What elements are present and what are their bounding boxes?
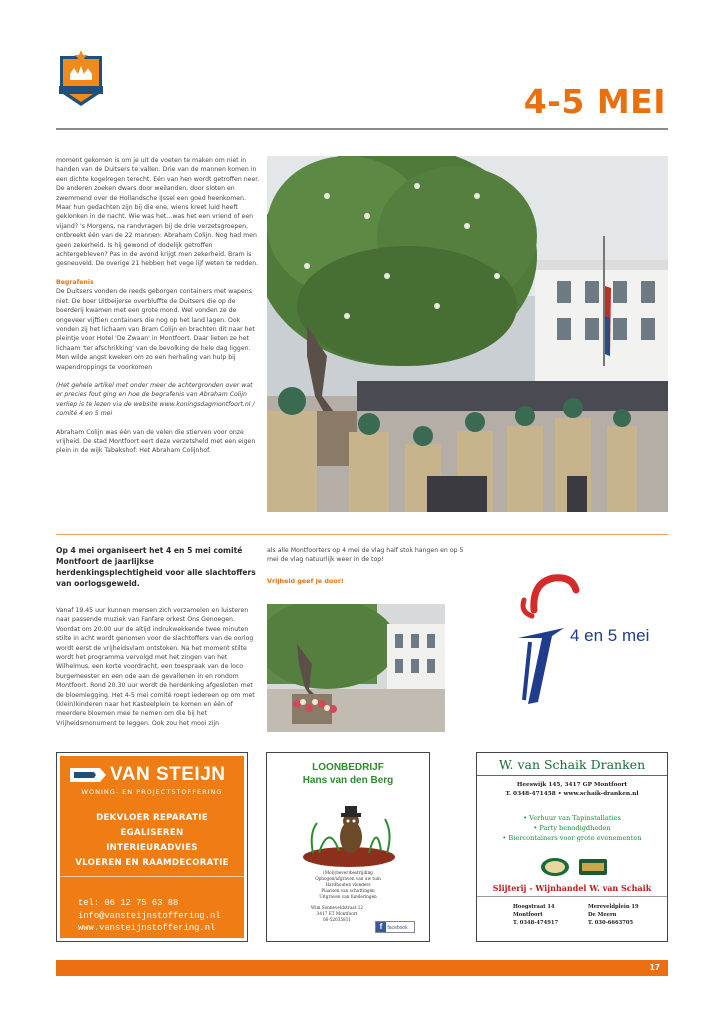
article-paragraph: De Duitsers vonden de reeds geborgen containers met wapens niet. De boer Uitbeijerse overbluffte de Duitsers die op de boerderij kwamen met een grote mond. Wel vonden ze de ongeveer vijftien containers die nog op het land lagen. Ook vonden zij het lichaam van Bram Colijn en brachten dit naar het pleintje voor Hotel 'De Zwaan' in Montfoort. Daar lieten ze het lichaam 'ter afschrikking' van de bevolking de hele dag liggen. Men wilde angst kweken om zo een herhaling van hulp bij wapendroppings te voorkomen bbox=[56, 288, 255, 371]
loonbedrijf-services bbox=[271, 870, 425, 900]
freedom-subheading: Vrijheid geef je door! bbox=[267, 576, 344, 585]
van-schaik-shop: Slijterij - Wijnhandel W. van Schaik bbox=[492, 883, 652, 893]
van-schaik-ad[interactable] bbox=[476, 752, 668, 942]
section-body: Vanaf 19.45 uur kunnen mensen zich verzamelen en luisteren naar passende muziek van Fanfare orkest Ons Genoegen. Voordat om 20.00 uur de altijd indrukwekkende twee minuten stilte in acht wordt genomen voor de slachtoffers van de oorlog wordt eerst de vrijheidsvlam ontstoken. Na het moment stilte wordt het programma vervolgd met het zingen van het Wilhelmus, een korte voordracht, een toespraak van de loco burgemeester en een ode aan de gevallenen in en rondom Montfoort. Rond 20.30 uur wordt de herdenking afgesloten met de bloemlegging. Het 4-5 mei comité roept iedereen op om met (klein)kinderen naar het Kasteelplein te komen en één of meerdere bloemen mee te nemen om die bij het Vrijheidsmonument te leggen. Ook zou het mooi zijn bbox=[56, 607, 255, 727]
loonbedrijf-name: LOONBEDRIJF bbox=[312, 762, 384, 773]
flag-paragraph: als alle Montfoorters op 4 mei de vlag half stok hangen en op 5 mei de vlag natuurlijk weer in de top! bbox=[267, 547, 464, 564]
service-item: EGALISEREN bbox=[120, 828, 184, 838]
email-link[interactable]: info@vansteijnstoffering.nl bbox=[78, 910, 221, 921]
service-item: Plaatsen van schuttingen bbox=[321, 888, 375, 893]
address-line: 3417 ET Montfoort bbox=[316, 911, 358, 916]
article-subheading: Begrafenis bbox=[56, 278, 94, 286]
divider bbox=[477, 896, 667, 897]
van-schaik-address bbox=[477, 781, 667, 798]
service-item: INTERIEURADVIES bbox=[106, 843, 198, 853]
footer-bar bbox=[56, 960, 668, 976]
article-paragraph: Abraham Colijn was één van de velen die stierven voor onze vrijheid. De stad Montfoort eert deze verzetsheld met een eigen plein in de wijk Tabakshof: Het Abraham Colijnhof. bbox=[56, 428, 256, 455]
beer-brand-logos-icon bbox=[539, 857, 609, 877]
service-item: Ophogen/afgraven van uw tuin bbox=[315, 876, 381, 881]
address-line: Heeswijk 145, 3417 GP Montfoort bbox=[516, 782, 628, 788]
divider bbox=[477, 775, 667, 776]
loonbedrijf-owner: Hans van den Berg bbox=[302, 775, 394, 786]
facebook-icon: f bbox=[376, 922, 386, 932]
header-rule bbox=[56, 128, 668, 130]
van-steijn-name: VAN STEIJN bbox=[110, 764, 226, 785]
van-steijn-contact bbox=[78, 897, 238, 935]
service-item: • Party benodigdheden bbox=[533, 824, 611, 832]
website-link[interactable]: www.vansteijnstoffering.nl bbox=[78, 923, 216, 933]
koningsdag-montfoort-logo bbox=[56, 48, 106, 110]
address-line: T. 0348-471458 • www.schaik-dranken.nl bbox=[505, 790, 639, 797]
event-logo-text: 4 en 5 mei bbox=[570, 626, 650, 645]
address-line: Montfoort bbox=[513, 912, 543, 919]
page-headline: 4-5 MEI bbox=[523, 82, 666, 121]
address-line: Hoogstraat 14 bbox=[513, 904, 555, 910]
service-item: Hardhouten vlonders bbox=[325, 882, 371, 887]
van-schaik-title: W. van Schaik Dranken bbox=[498, 757, 646, 772]
divider bbox=[60, 876, 244, 877]
address-line: Wim Sonneveldstraat 12 bbox=[310, 905, 364, 910]
section-intro: Op 4 mei organiseert het 4 en 5 mei comité Montfoort de jaarlijkse herdenkingsplechtigheid voor alle slachtoffers van oorlogsgeweld. bbox=[56, 546, 256, 588]
address-line: De Meern bbox=[588, 912, 617, 919]
service-item: VLOEREN EN RAAMDECORATIE bbox=[75, 858, 229, 868]
van-steijn-ad[interactable] bbox=[56, 752, 248, 942]
address-line: 06-52035811 bbox=[322, 917, 352, 922]
section-divider bbox=[56, 534, 668, 535]
section-column-2 bbox=[267, 546, 471, 586]
van-schaik-location-montfoort bbox=[513, 903, 583, 928]
address-line: T. 0348-474917 bbox=[513, 920, 559, 927]
loonbedrijf-title bbox=[267, 761, 429, 787]
service-item: (Mol)(bever)bestrijding bbox=[323, 870, 373, 875]
phone-text: tel: 06 12 75 63 88 bbox=[78, 898, 179, 908]
mole-illustration-icon bbox=[299, 793, 399, 869]
facebook-label: facebook bbox=[387, 925, 408, 931]
article-note: (Het gehele artikel met onder meer de achtergronden over wat er precies fout ging en hoe de begrafenis van Abraham Colijn verliep is te lezen via de website www.koningsdagmontfoort.nl / comité 4 en 5 mei bbox=[56, 381, 255, 418]
van-steijn-brand bbox=[66, 764, 238, 796]
four-five-may-logo bbox=[494, 572, 674, 712]
van-steijn-tagline: WONING- EN PROJECTSTOFFERING bbox=[81, 788, 223, 796]
van-steijn-emblem-icon bbox=[70, 766, 106, 784]
facebook-link[interactable] bbox=[375, 921, 415, 933]
article-paragraph: moment gekomen is om je uit de voeten te maken om niet in handen van de Duitsers te vallen. Drie van de mannen komen in een dichte kogelregen terecht. Eén van hen wordt getroffen neer. De anderen zoeken dwars door weilanden, door sloten en zwemmend over de Hollandsche IJssel een goed heenkomen. Maar hun gedachten zijn bij die ene, wiens kreet luid heeft geklonken in de nacht. Wie was het…was het een vriend of een vijand? 's Morgens, na randvragen bij de drie verzetsgroepen, ontbreekt één van de 22 mannen: Abraham Colijn. Nog had men geen zekerheid. Is hij gewond of dodelijk getroffen achtergebleven? Pas in de avond krijgt men zekerheid. Bram is gesneuveld. De overige 21 hebben het vege lijf weten te redden. bbox=[56, 157, 260, 268]
address-line: T. 030-6663705 bbox=[588, 920, 634, 927]
loonbedrijf-address bbox=[297, 905, 377, 923]
page-number: 17 bbox=[649, 963, 660, 972]
address-line: Mereveldplein 19 bbox=[588, 904, 639, 910]
article-column bbox=[56, 156, 260, 465]
service-item: • Verhuur van Tapinstallaties bbox=[523, 814, 621, 822]
service-item: DEKVLOER REPARATIE bbox=[96, 813, 208, 823]
van-steijn-services bbox=[66, 811, 238, 871]
memorial-ceremony-photo bbox=[267, 156, 668, 512]
loonbedrijf-ad[interactable] bbox=[266, 752, 430, 942]
monument-photo bbox=[267, 604, 445, 732]
van-schaik-services bbox=[477, 813, 667, 843]
van-schaik-location-meern bbox=[588, 903, 663, 928]
service-item: Uitgraven van funderingen bbox=[319, 894, 377, 899]
service-item: • Biercontainers voor grote evenementen bbox=[502, 834, 642, 842]
